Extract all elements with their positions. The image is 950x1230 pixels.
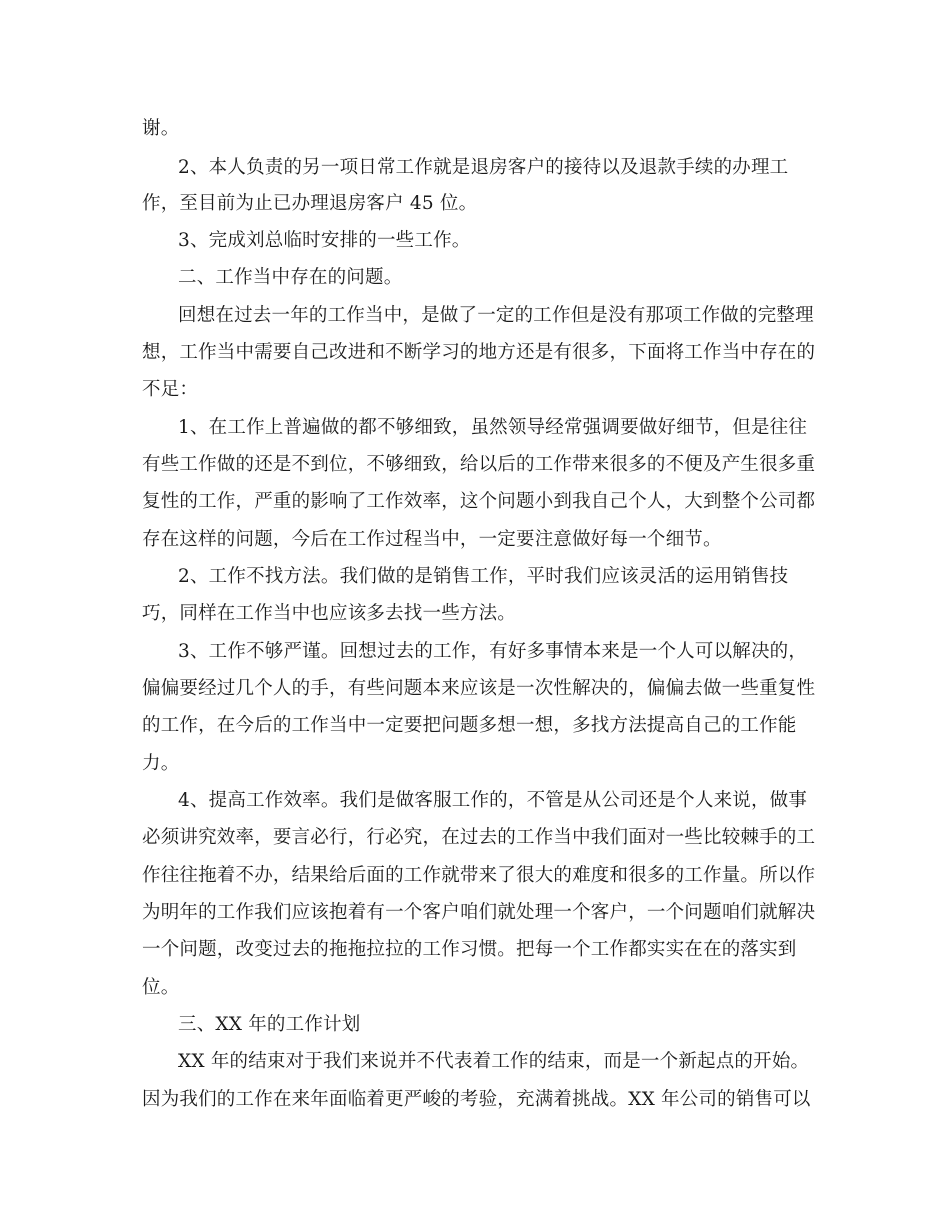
text-line: 复性的工作，严重的影响了工作效率，这个问题小到我自己个人，大到整个公司都 xyxy=(142,491,816,512)
text-line: 谢。 xyxy=(142,118,180,139)
text-line: 因为我们的工作在来年面临着更严峻的考验，充满着挑战。XX 年公司的销售可以 xyxy=(142,1089,811,1110)
text-line: 位。 xyxy=(142,977,180,998)
text-line: 作往往拖着不办，结果给后面的工作就带来了很大的难度和很多的工作量。所以作 xyxy=(142,865,816,886)
text-line: 一个问题，改变过去的拖拖拉拉的工作习惯。把每一个工作都实实在在的落实到 xyxy=(142,939,797,960)
text-line: 3、完成刘总临时安排的一些工作。 xyxy=(178,230,471,251)
text-line: XX 年的结束对于我们来说并不代表着工作的结束，而是一个新起点的开始。 xyxy=(178,1051,810,1072)
text-line: 作，至目前为止已办理退房客户 45 位。 xyxy=(142,193,478,214)
text-line: 2、工作不找方法。我们做的是销售工作，平时我们应该灵活的运用销售技 xyxy=(178,566,789,587)
text-line: 回想在过去一年的工作当中，是做了一定的工作但是没有那项工作做的完整理 xyxy=(178,305,814,326)
text-line: 为明年的工作我们应该抱着有一个客户咱们就处理一个客户，一个问题咱们就解决 xyxy=(142,902,816,923)
text-line: 4、提高工作效率。我们是做客服工作的，不管是从公司还是个人来说，做事 xyxy=(178,790,808,811)
text-line: 3、工作不够严谨。回想过去的工作，有好多事情本来是一个人可以解决的， xyxy=(178,641,808,662)
text-line: 必须讲究效率，要言必行，行必究，在过去的工作当中我们面对一些比较棘手的工 xyxy=(142,827,816,848)
text-line: 存在这样的问题，今后在工作过程当中，一定要注意做好每一个细节。 xyxy=(142,529,722,550)
text-line: 1、在工作上普遍做的都不够细致，虽然领导经常强调要做好细节，但是往往 xyxy=(178,417,808,438)
text-line: 巧，同样在工作当中也应该多去找一些方法。 xyxy=(142,603,517,624)
text-line: 不足： xyxy=(142,379,199,400)
text-line: 想，工作当中需要自己改进和不断学习的地方还是有很多，下面将工作当中存在的 xyxy=(142,342,816,363)
section-heading: 二、工作当中存在的问题。 xyxy=(178,267,403,288)
section-heading: 三、XX 年的工作计划 xyxy=(178,1014,361,1035)
text-line: 有些工作做的还是不到位，不够细致，给以后的工作带来很多的不便及产生很多重 xyxy=(142,454,816,475)
text-line: 力。 xyxy=(142,753,180,774)
text-line: 的工作，在今后的工作当中一定要把问题多想一想，多找方法提高自己的工作能 xyxy=(142,715,797,736)
text-line: 偏偏要经过几个人的手，有些问题本来应该是一次性解决的，偏偏去做一些重复性 xyxy=(142,678,816,699)
text-line: 2、本人负责的另一项日常工作就是退房客户的接待以及退款手续的办理工 xyxy=(178,157,789,178)
